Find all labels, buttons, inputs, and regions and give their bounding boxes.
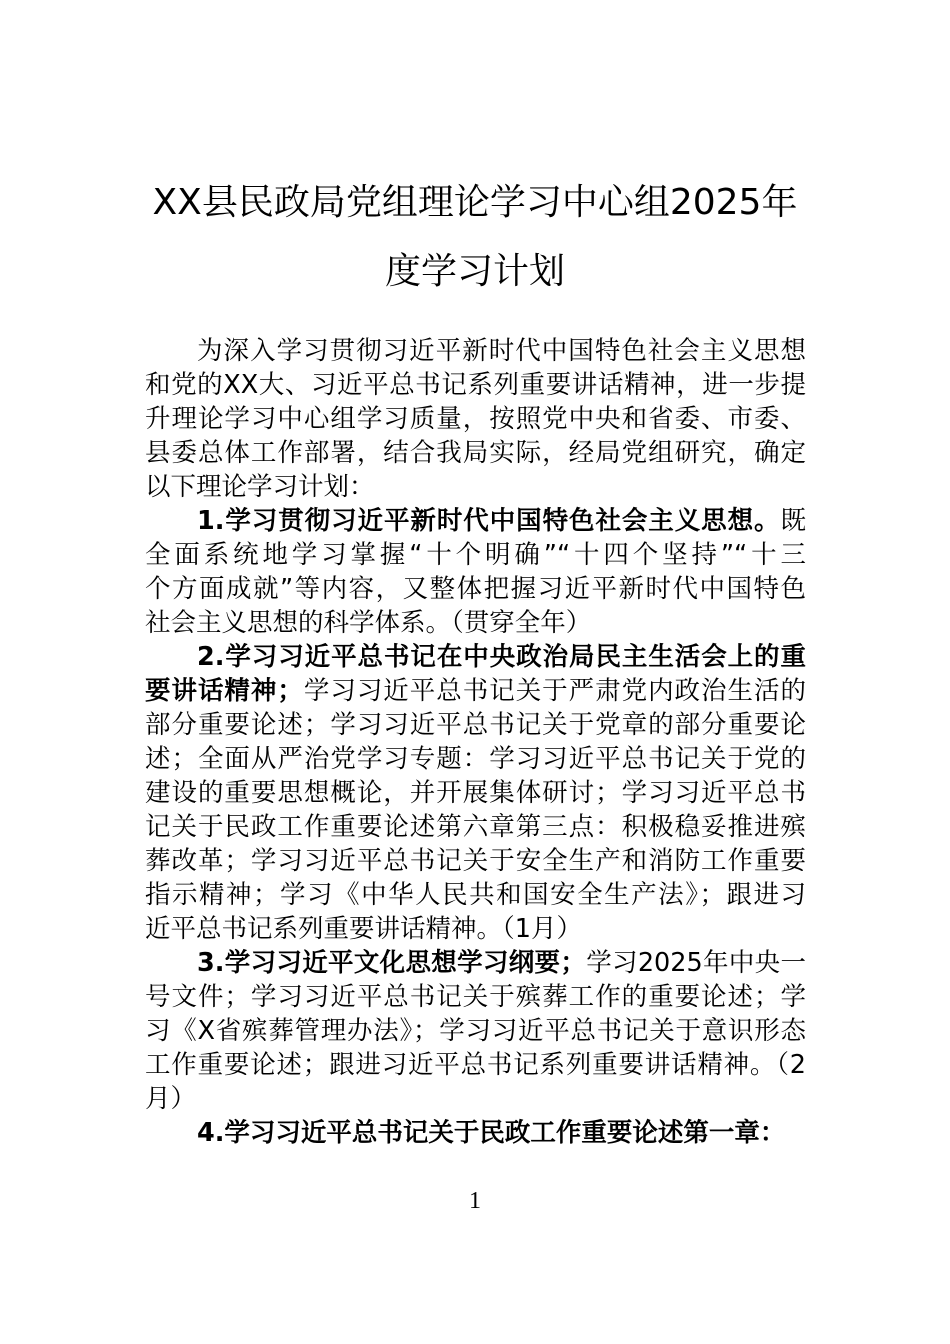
document-body [145,334,806,1150]
text-line [145,810,806,844]
body-text: 社会主义思想的科学体系。（贯穿全年） [145,608,592,638]
document-title-line-2: 度学习计划 [384,251,565,292]
text-line [145,776,806,810]
body-text: 月） [145,1084,197,1114]
body-text: 学习习近平总书记关于严肃党内政治生活的 [302,676,806,706]
text-line [145,640,806,674]
body-text: 个方面成就”等内容，又整体把握习近平新时代中国特色 [145,574,806,604]
body-text: 学习2025年中央一 [585,948,806,978]
bold-heading-text: 2.学习习近平总书记在中央政治局民主生活会上的重 [197,642,806,672]
paragraph [145,640,806,946]
body-text: 以下理论学习计划： [145,472,375,502]
text-line [145,844,806,878]
body-text: 指示精神；学习《中华人民共和国安全生产法》；跟进习 [145,880,806,910]
body-text: 述；全面从严治党学习专题：学习习近平总书记关于党的 [145,744,806,774]
text-line [145,470,806,504]
paragraph [145,1116,806,1150]
body-text: 全面系统地学习掌握“十个明确”“十四个坚持”“十三 [145,540,806,570]
body-text: 记关于民政工作重要论述第六章第三点：积极稳妥推进殡 [145,812,806,842]
text-line [145,334,806,368]
text-line [145,878,806,912]
text-line [145,368,806,402]
body-text: 工作重要论述；跟进习近平总书记系列重要讲话精神。（2 [145,1050,806,1080]
text-line [145,572,806,606]
text-line [145,436,806,470]
text-line [145,674,806,708]
body-text: 号文件；学习习近平总书记关于殡葬工作的重要论述；学 [145,982,806,1012]
body-text: 建设的重要思想概论，并开展集体研讨；学习习近平总书 [145,778,806,808]
text-line [145,946,806,980]
text-line [145,912,806,946]
text-line [145,1116,806,1150]
bold-heading-text: 1.学习贯彻习近平新时代中国特色社会主义思想。 [197,506,781,536]
text-line [145,606,806,640]
text-line [145,504,806,538]
body-text: 升理论学习中心组学习质量，按照党中央和省委、市委、 [145,404,806,434]
body-text: 近平总书记系列重要讲话精神。（1月） [145,914,582,944]
body-text: 县委总体工作部署，结合我局实际，经局党组研究，确定 [145,438,806,468]
text-line [145,1082,806,1116]
paragraph [145,334,806,504]
bold-heading-text: 3.学习习近平文化思想学习纲要； [197,948,586,978]
bold-heading-text: 4.学习习近平总书记关于民政工作重要论述第一章： [197,1118,786,1148]
text-line [145,742,806,776]
body-text: 部分重要论述；学习习近平总书记关于党章的部分重要论 [145,710,806,740]
text-line [145,1014,806,1048]
text-line [145,1048,806,1082]
body-text: 为深入学习贯彻习近平新时代中国特色社会主义思想 [197,336,806,366]
paragraph [145,504,806,640]
paragraph [145,946,806,1116]
document-title-line-1: XX县民政局党组理论学习中心组2025年 [152,182,798,223]
page-number: 1 [469,1188,481,1214]
body-text: 葬改革；学习习近平总书记关于安全生产和消防工作重要 [145,846,806,876]
text-line [145,708,806,742]
text-line [145,538,806,572]
text-line [145,402,806,436]
bold-heading-text: 要讲话精神； [145,676,303,706]
body-text: 和党的XX大、习近平总书记系列重要讲话精神，进一步提 [145,370,806,400]
body-text: 既 [780,506,806,536]
text-line [145,980,806,1014]
body-text: 习《X省殡葬管理办法》；学习习近平总书记关于意识形态 [145,1016,806,1046]
